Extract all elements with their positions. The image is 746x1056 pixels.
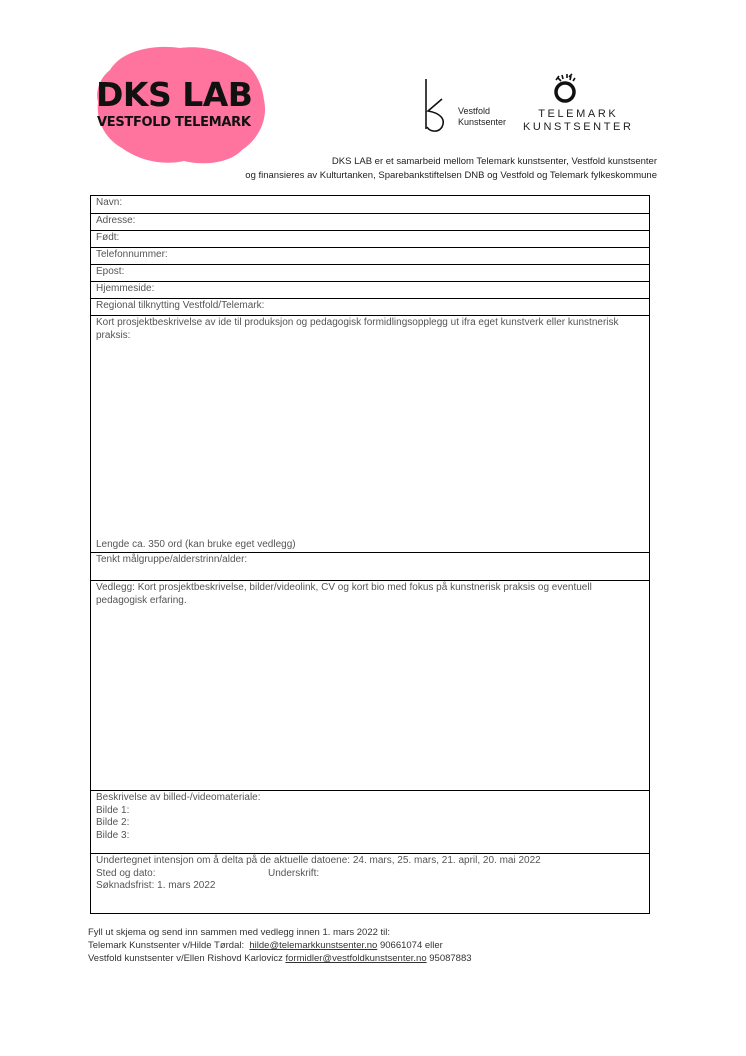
field-target-group[interactable] xyxy=(91,552,649,580)
submission-instructions xyxy=(88,926,472,965)
place-date-label: Sted og dato: xyxy=(96,867,156,879)
description-prompt: Kort prosjektbeskrivelse av ide til produksjon og pedagogisk formidlingsopplegg ut ifra eget kunstverk eller kunstnerisk praksis: xyxy=(96,317,619,341)
field-address[interactable] xyxy=(91,213,649,230)
collaboration-note xyxy=(150,155,657,183)
field-label: Navn: xyxy=(96,197,123,208)
images-heading: Beskrivelse av billed-/videomateriale: xyxy=(96,792,261,803)
field-image-description[interactable] xyxy=(91,790,649,853)
vestfold-name-line: Kunstsenter xyxy=(458,117,507,127)
telemark-name-line: KUNSTSENTER xyxy=(523,121,634,133)
field-signature-section[interactable] xyxy=(91,853,649,913)
collaboration-line: og finansieres av Kulturtanken, Sparebankstiftelsen DNB og Vestfold og Telemark fylkeskommune xyxy=(245,170,657,181)
field-region[interactable] xyxy=(91,298,649,315)
field-phone[interactable] xyxy=(91,247,649,264)
deadline-text: Søknadsfrist: 1. mars 2022 xyxy=(96,880,216,891)
place-signature-line xyxy=(96,868,644,881)
contact-suffix: 90661074 eller xyxy=(377,940,443,951)
vestfold-kunstsenter-logo-icon xyxy=(420,77,450,135)
logo-subtitle: VESTFOLD TELEMARK xyxy=(97,115,251,130)
telemark-name-line: TELEMARK xyxy=(538,108,619,120)
contact-suffix: 95087883 xyxy=(426,953,472,964)
contact-prefix: Vestfold kunstsenter v/Ellen Rishovd Karlovicz xyxy=(88,953,286,964)
contact-prefix: Telemark Kunstsenter v/Hilde Tørdal: xyxy=(88,940,250,951)
application-form xyxy=(90,195,650,914)
vestfold-name-line: Vestfold xyxy=(458,106,491,116)
image-field-label: Bilde 2: xyxy=(96,817,130,828)
field-label: Hjemmeside: xyxy=(96,283,155,294)
signature-label: Underskrift: xyxy=(268,867,320,879)
field-email[interactable] xyxy=(91,264,649,281)
telemark-kunstsenter-logo-icon xyxy=(548,72,582,106)
instruction-line: Fyll ut skjema og send inn sammen med vedlegg innen 1. mars 2022 til: xyxy=(88,927,391,938)
image-field-label: Bilde 1: xyxy=(96,804,130,816)
description-length-note: Lengde ca. 350 ord (kan bruke eget vedlegg) xyxy=(96,538,296,550)
field-project-description[interactable] xyxy=(91,315,649,552)
telemark-kunstsenter-name xyxy=(523,108,634,134)
attachment-note: Vedlegg: Kort prosjektbeskrivelse, bilder/videolink, CV og kort bio med fokus på kunstnerisk praksis og eventuell pedagogisk erfaring. xyxy=(96,582,592,606)
field-website[interactable] xyxy=(91,281,649,298)
contact-telemark xyxy=(88,939,472,952)
field-name[interactable] xyxy=(91,196,649,213)
field-label: Adresse: xyxy=(96,215,136,226)
field-born[interactable] xyxy=(91,230,649,247)
contact-vestfold xyxy=(88,952,472,965)
field-label: Regional tilknytting Vestfold/Telemark: xyxy=(96,300,265,311)
intent-statement: Undertegnet intensjon om å delta på de aktuelle datoene: 24. mars, 25. mars, 21. april, 20. mai 2022 xyxy=(96,855,541,866)
email-link-vestfold[interactable]: formidler@vestfoldkunstsenter.no xyxy=(285,953,427,964)
image-field-label: Bilde 3: xyxy=(96,829,130,841)
field-label: Telefonnummer: xyxy=(96,249,168,260)
field-attachments[interactable] xyxy=(91,580,649,790)
collaboration-line: DKS LAB er et samarbeid mellom Telemark kunstsenter, Vestfold kunstsenter xyxy=(331,156,657,167)
email-link-telemark[interactable]: hilde@telemarkkunstsenter.no xyxy=(249,940,378,951)
field-label: Født: xyxy=(96,232,120,243)
vestfold-kunstsenter-name xyxy=(458,106,506,128)
logo-title: DKS LAB xyxy=(96,75,253,114)
field-label: Tenkt målgruppe/alderstrinn/alder: xyxy=(96,554,248,565)
field-label: Epost: xyxy=(96,266,125,277)
